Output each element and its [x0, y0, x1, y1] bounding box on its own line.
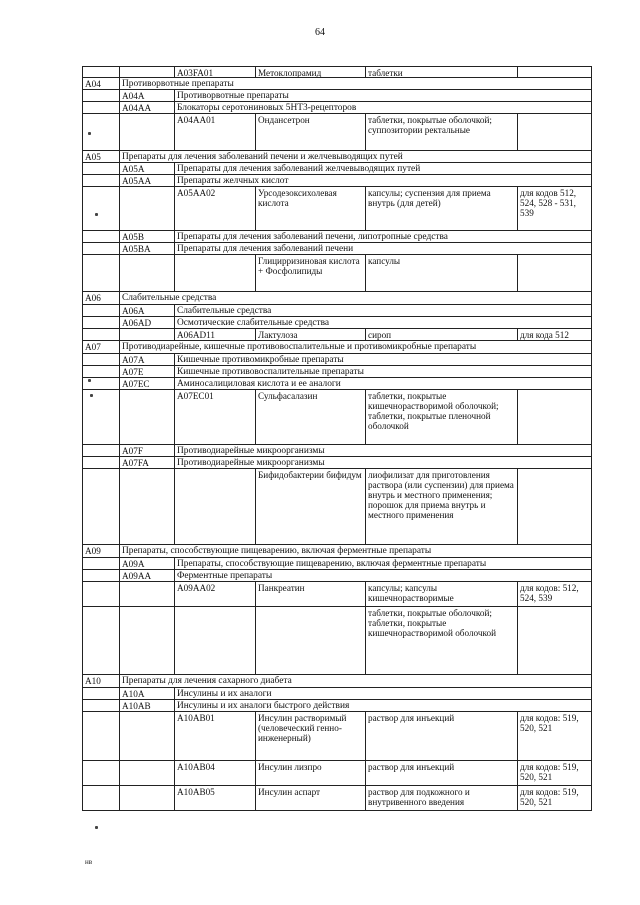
atc-subgroup-title: Препараты желчных кислот [175, 175, 592, 186]
drug-name: Глицирризиновая кислота + Фосфолипиды [256, 255, 366, 291]
group-row [82, 341, 592, 354]
atc-subgroup-title: Слабительные средства [175, 305, 592, 316]
drug-atc-code: A09AA02 [175, 582, 256, 606]
drug-atc-code [175, 607, 256, 674]
atc-subgroup-title: Блокаторы серотониновых 5HT3-рецепторов [175, 102, 592, 113]
drug-atc-code: A10AB01 [175, 712, 256, 760]
atc-group-code-empty [82, 231, 120, 242]
drug-codes-note: для кодов 512, 524, 528 - 531, 539 [518, 187, 592, 230]
atc-group-code-empty [82, 255, 120, 291]
group-row [82, 545, 592, 558]
drug-atc-code: A06AD11 [175, 329, 256, 340]
atc-subgroup-code: A06AD [120, 317, 175, 328]
drug-name [256, 607, 366, 674]
atc-subgroup-code: A07E [120, 366, 175, 377]
drug-atc-code: A10AB05 [175, 786, 256, 810]
subgroup-row [82, 231, 592, 243]
atc-group-code-empty [82, 90, 120, 101]
atc-group-title: Препараты для лечения сахарного диабета [120, 675, 592, 687]
drug-form: таблетки, покрытые кишечнорастворимой оболочкой; таблетки, покрытые пленочной оболочкой [366, 390, 518, 444]
subgroup-row [82, 445, 592, 457]
atc-subgroup-code-empty [120, 786, 175, 810]
atc-subgroup-code-empty [120, 607, 175, 674]
atc-group-code: A10 [82, 675, 120, 687]
atc-subgroup-code: A06A [120, 305, 175, 316]
atc-subgroup-code-empty [120, 67, 175, 77]
atc-group-code: A05 [82, 151, 120, 162]
atc-group-title: Противодиарейные, кишечные противовоспалительные и противомикробные препараты [120, 341, 592, 353]
atc-subgroup-title: Аминосалициловая кислота и ее аналоги [175, 378, 592, 389]
atc-group-code-empty [82, 457, 120, 468]
atc-group-code-empty [82, 67, 120, 77]
atc-subgroup-code: A10AB [120, 700, 175, 711]
atc-subgroup-code: A10A [120, 688, 175, 699]
drug-form: капсулы; капсулы кишечнорастворимые [366, 582, 518, 606]
drug-row [82, 329, 592, 341]
subgroup-row [82, 90, 592, 102]
drug-name: Лактулоза [256, 329, 366, 340]
subgroup-row [82, 243, 592, 255]
drug-form: раствор для инъекций [366, 761, 518, 785]
drug-atc-code [175, 469, 256, 544]
subgroup-row [82, 163, 592, 175]
drug-name: Метоклопрамид [256, 67, 366, 77]
atc-group-title: Противорвотные препараты [120, 78, 592, 89]
footer-mark: нв [85, 858, 93, 866]
atc-group-code-empty [82, 570, 120, 581]
atc-subgroup-code: A04A [120, 90, 175, 101]
group-row [82, 151, 592, 163]
drug-name: Урсодезоксихолевая кислота [256, 187, 366, 230]
atc-subgroup-code: A05AA [120, 175, 175, 186]
drug-name: Ондансетрон [256, 114, 366, 150]
atc-subgroup-title: Кишечные противовоспалительные препараты [175, 366, 592, 377]
atc-subgroup-title: Препараты для лечения заболеваний печени [175, 243, 592, 254]
drug-codes-note: для кодов: 519, 520, 521 [518, 761, 592, 785]
atc-group-code: A09 [82, 545, 120, 557]
drug-form: капсулы; суспензия для приема внутрь (для детей) [366, 187, 518, 230]
drug-row [82, 114, 592, 151]
atc-group-title: Слабительные средства [120, 292, 592, 304]
scan-speck [90, 394, 93, 397]
atc-subgroup-code: A09AA [120, 570, 175, 581]
drug-list-table [82, 66, 592, 811]
subgroup-row [82, 366, 592, 378]
drug-form: лиофилизат для приготовления раствора (или суспензии) для приема внутрь и местного применения; порошок для приема внутрь и местного применения [366, 469, 518, 544]
drug-atc-code: A04AA01 [175, 114, 256, 150]
atc-group-code-empty [82, 786, 120, 810]
subgroup-row [82, 305, 592, 317]
atc-subgroup-code-empty [120, 329, 175, 340]
scan-speck [95, 213, 98, 216]
atc-subgroup-code: A05B [120, 231, 175, 242]
subgroup-row [82, 700, 592, 712]
drug-codes-note [518, 255, 592, 291]
atc-subgroup-code: A07A [120, 354, 175, 365]
atc-subgroup-code: A04AA [120, 102, 175, 113]
drug-row [82, 761, 592, 786]
drug-codes-note: для кода 512 [518, 329, 592, 340]
drug-row [82, 390, 592, 445]
drug-atc-code [175, 255, 256, 291]
drug-atc-code: A03FA01 [175, 67, 256, 77]
atc-subgroup-code: A05A [120, 163, 175, 174]
atc-group-code-empty [82, 354, 120, 365]
atc-subgroup-title: Противодиарейные микроорганизмы [175, 457, 592, 468]
drug-atc-code: A05AA02 [175, 187, 256, 230]
drug-atc-code: A10AB04 [175, 761, 256, 785]
atc-subgroup-title: Препараты для лечения заболеваний печени, липотропные средства [175, 231, 592, 242]
atc-group-code-empty [82, 390, 120, 444]
drug-row [82, 582, 592, 607]
page-number: 64 [315, 27, 325, 38]
atc-subgroup-code-empty [120, 114, 175, 150]
atc-group-code-empty [82, 700, 120, 711]
atc-subgroup-title: Препараты, способствующие пищеварению, включая ферментные препараты [175, 558, 592, 569]
atc-subgroup-title: Ферментные препараты [175, 570, 592, 581]
atc-group-code-empty [82, 688, 120, 699]
atc-group-code-empty [82, 317, 120, 328]
atc-subgroup-code-empty [120, 712, 175, 760]
drug-form: раствор для инъекций [366, 712, 518, 760]
atc-subgroup-title: Противодиарейные микроорганизмы [175, 445, 592, 456]
drug-name: Инсулин аспарт [256, 786, 366, 810]
group-row [82, 292, 592, 305]
drug-atc-code: A07EC01 [175, 390, 256, 444]
atc-group-code-empty [82, 163, 120, 174]
atc-subgroup-code-empty [120, 469, 175, 544]
atc-group-code-empty [82, 329, 120, 340]
drug-form: капсулы [366, 255, 518, 291]
drug-name: Панкреатин [256, 582, 366, 606]
atc-group-code: A07 [82, 341, 120, 353]
atc-group-code-empty [82, 712, 120, 760]
subgroup-row [82, 378, 592, 390]
atc-subgroup-title: Осмотические слабительные средства [175, 317, 592, 328]
atc-subgroup-code: A09A [120, 558, 175, 569]
drug-row [82, 786, 592, 811]
drug-name: Бифидобактерии бифидум [256, 469, 366, 544]
drug-form: таблетки [366, 67, 518, 77]
atc-subgroup-code-empty [120, 582, 175, 606]
atc-subgroup-code: A05BA [120, 243, 175, 254]
group-row [82, 675, 592, 688]
atc-subgroup-title: Кишечные противомикробные препараты [175, 354, 592, 365]
subgroup-row [82, 558, 592, 570]
atc-subgroup-code: A07FA [120, 457, 175, 468]
atc-group-code-empty [82, 366, 120, 377]
drug-name: Инсулин растворимый (человеческий генно-инженерный) [256, 712, 366, 760]
drug-codes-note [518, 390, 592, 444]
drug-codes-note: для кодов: 512, 524, 539 [518, 582, 592, 606]
drug-codes-note: для кодов: 519, 520, 521 [518, 712, 592, 760]
drug-row [82, 187, 592, 231]
subgroup-row [82, 457, 592, 469]
atc-subgroup-title: Инсулины и их аналоги [175, 688, 592, 699]
subgroup-row [82, 102, 592, 114]
scan-speck [88, 379, 91, 382]
drug-row [82, 255, 592, 292]
atc-subgroup-title: Инсулины и их аналоги быстрого действия [175, 700, 592, 711]
drug-codes-note [518, 469, 592, 544]
subgroup-row [82, 688, 592, 700]
atc-group-code-empty [82, 761, 120, 785]
subgroup-row [82, 354, 592, 366]
drug-codes-note [518, 607, 592, 674]
drug-form: раствор для подкожного и внутривенного введения [366, 786, 518, 810]
atc-group-code: A04 [82, 78, 120, 89]
atc-group-code-empty [82, 582, 120, 606]
drug-row [82, 67, 592, 78]
drug-form: сироп [366, 329, 518, 340]
atc-subgroup-code-empty [120, 187, 175, 230]
atc-group-title: Препараты, способствующие пищеварению, включая ферментные препараты [120, 545, 592, 557]
atc-subgroup-code: A07F [120, 445, 175, 456]
atc-subgroup-title: Препараты для лечения заболеваний желчевыводящих путей [175, 163, 592, 174]
atc-group-code-empty [82, 607, 120, 674]
atc-group-code-empty [82, 305, 120, 316]
drug-name: Сульфасалазин [256, 390, 366, 444]
subgroup-row [82, 317, 592, 329]
drug-row [82, 469, 592, 545]
drug-name: Инсулин лизпро [256, 761, 366, 785]
atc-group-code-empty [82, 469, 120, 544]
atc-group-code: A06 [82, 292, 120, 304]
drug-row [82, 607, 592, 675]
atc-group-code-empty [82, 175, 120, 186]
drug-codes-note [518, 114, 592, 150]
drug-codes-note: для кодов: 519, 520, 521 [518, 786, 592, 810]
atc-group-code-empty [82, 445, 120, 456]
atc-subgroup-code-empty [120, 255, 175, 291]
drug-codes-note [518, 67, 592, 77]
scan-speck [95, 826, 98, 829]
drug-form: таблетки, покрытые оболочкой; суппозитории ректальные [366, 114, 518, 150]
atc-subgroup-code-empty [120, 390, 175, 444]
atc-group-code-empty [82, 102, 120, 113]
subgroup-row [82, 175, 592, 187]
atc-subgroup-code-empty [120, 761, 175, 785]
atc-group-code-empty [82, 187, 120, 230]
drug-row [82, 712, 592, 761]
atc-group-title: Препараты для лечения заболеваний печени и желчевыводящих путей [120, 151, 592, 162]
scan-speck [88, 132, 91, 135]
atc-subgroup-code: A07EC [120, 378, 175, 389]
drug-form: таблетки, покрытые оболочкой; таблетки, покрытые кишечнорастворимой оболочкой [366, 607, 518, 674]
group-row [82, 78, 592, 90]
atc-group-code-empty [82, 243, 120, 254]
atc-group-code-empty [82, 558, 120, 569]
atc-subgroup-title: Противорвотные препараты [175, 90, 592, 101]
subgroup-row [82, 570, 592, 582]
